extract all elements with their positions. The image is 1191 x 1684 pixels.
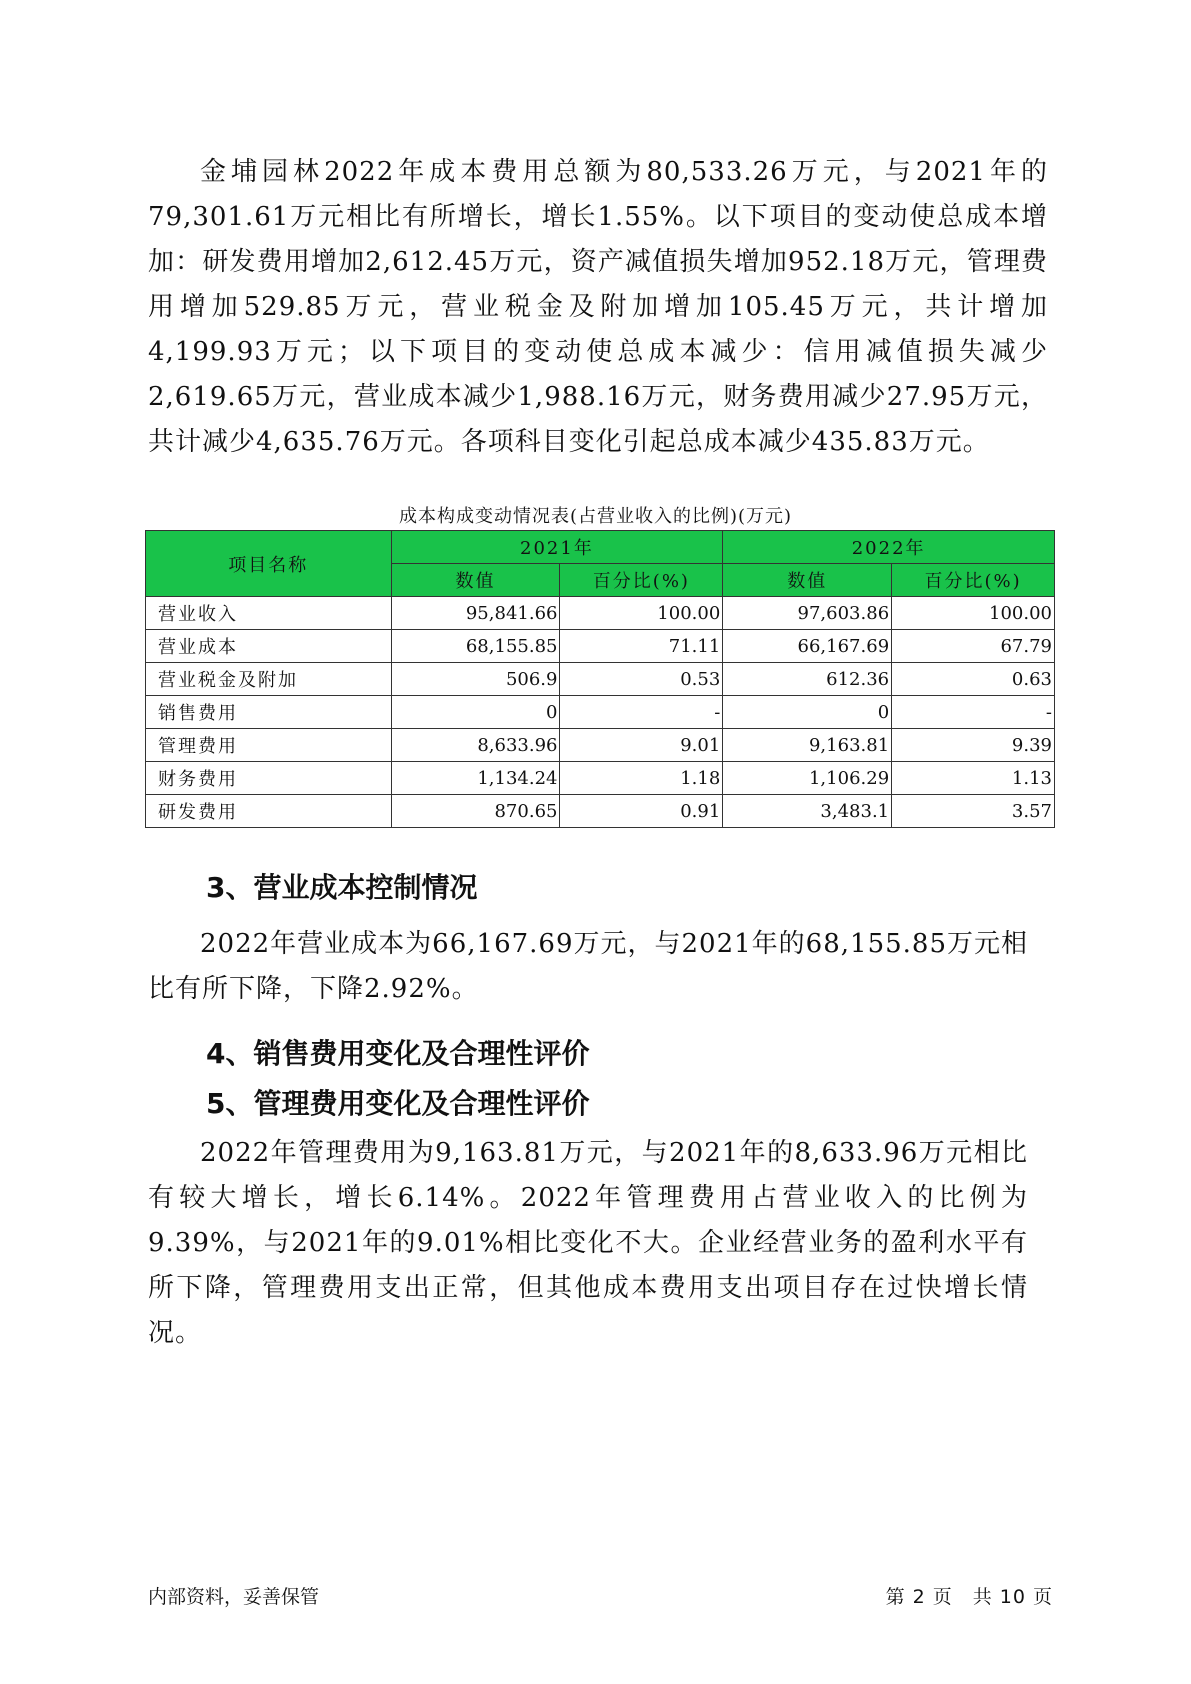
header-year-2022: 2022年 (723, 531, 1055, 564)
percent-2021-cell: 100.00 (560, 597, 723, 630)
row-label: 管理费用 (146, 729, 392, 762)
value-2022-cell: 0 (723, 696, 892, 729)
header-value-2022: 数值 (723, 564, 892, 597)
footer-confidential-note: 内部资料，妥善保管 (148, 1586, 320, 1608)
percent-2021-cell: 0.91 (560, 795, 723, 828)
row-label: 营业收入 (146, 597, 392, 630)
value-2022-cell: 612.36 (723, 663, 892, 696)
section-heading-admin-expense: 5、管理费用变化及合理性评价 (206, 1087, 590, 1120)
section-heading-operating-cost: 3、营业成本控制情况 (206, 871, 478, 904)
value-2021-cell: 8,633.96 (391, 729, 560, 762)
table-row (146, 729, 1055, 762)
intro-paragraph: 金埔园林2022年成本费用总额为80,533.26万元，与2021年的79,301.61万元相比有所增长，增长1.55%。以下项目的变动使总成本增加：研发费用增加2,612.45万元，资产减值损失增加952.18万元，管理费用增加529.85万元，营业税金及附加增加105.45万元，共计增加4,199.93万元；以下项目的变动使总成本减少：信用减值损失减少2,619.65万元，营业成本减少1,988.16万元，财务费用减少27.95万元，共计减少4,635.76万元。各项科目变化引起总成本减少435.83万元。 (148, 157, 1048, 457)
percent-2022-cell: 9.39 (892, 729, 1055, 762)
value-2021-cell: 95,841.66 (391, 597, 560, 630)
row-label: 研发费用 (146, 795, 392, 828)
value-2021-cell: 1,134.24 (391, 762, 560, 795)
percent-2022-cell: 3.57 (892, 795, 1055, 828)
header-year-2021: 2021年 (391, 531, 723, 564)
percent-2022-cell: - (892, 696, 1055, 729)
value-2021-cell: 0 (391, 696, 560, 729)
value-2021-cell: 506.9 (391, 663, 560, 696)
percent-2022-cell: 1.13 (892, 762, 1055, 795)
row-label: 营业成本 (146, 630, 392, 663)
table-row (146, 795, 1055, 828)
value-2022-cell: 66,167.69 (723, 630, 892, 663)
percent-2021-cell: 0.53 (560, 663, 723, 696)
value-2021-cell: 68,155.85 (391, 630, 560, 663)
percent-2022-cell: 100.00 (892, 597, 1055, 630)
table-row (146, 630, 1055, 663)
cost-structure-table (145, 530, 1055, 828)
table-caption: 成本构成变动情况表(占营业收入的比例)(万元) (398, 506, 793, 527)
percent-2021-cell: 9.01 (560, 729, 723, 762)
row-label: 销售费用 (146, 696, 392, 729)
percent-2021-cell: 1.18 (560, 762, 723, 795)
header-item-name: 项目名称 (146, 531, 392, 597)
section-heading-sales-expense: 4、销售费用变化及合理性评价 (206, 1037, 590, 1070)
table-row (146, 597, 1055, 630)
row-label: 营业税金及附加 (146, 663, 392, 696)
operating-cost-paragraph: 2022年营业成本为66,167.69万元，与2021年的68,155.85万元相比有所下降，下降2.92%。 (148, 929, 1028, 1004)
value-2022-cell: 3,483.1 (723, 795, 892, 828)
percent-2022-cell: 67.79 (892, 630, 1055, 663)
percent-2022-cell: 0.63 (892, 663, 1055, 696)
value-2022-cell: 97,603.86 (723, 597, 892, 630)
value-2021-cell: 870.65 (391, 795, 560, 828)
header-value-2021: 数值 (391, 564, 560, 597)
admin-expense-paragraph: 2022年管理费用为9,163.81万元，与2021年的8,633.96万元相比有较大增长，增长6.14%。2022年管理费用占营业收入的比例为9.39%，与2021年的9.01%相比变化不大。企业经营业务的盈利水平有所下降，管理费用支出正常，但其他成本费用支出项目存在过快增长情况。 (148, 1138, 1028, 1348)
value-2022-cell: 9,163.81 (723, 729, 892, 762)
percent-2021-cell: - (560, 696, 723, 729)
value-2022-cell: 1,106.29 (723, 762, 892, 795)
row-label: 财务费用 (146, 762, 392, 795)
header-percent-2022: 百分比(%) (892, 564, 1055, 597)
header-percent-2021: 百分比(%) (560, 564, 723, 597)
table-row (146, 663, 1055, 696)
table-row (146, 762, 1055, 795)
table-row (146, 696, 1055, 729)
footer-page-number: 第 2 页 共 10 页 (885, 1586, 1053, 1608)
percent-2021-cell: 71.11 (560, 630, 723, 663)
